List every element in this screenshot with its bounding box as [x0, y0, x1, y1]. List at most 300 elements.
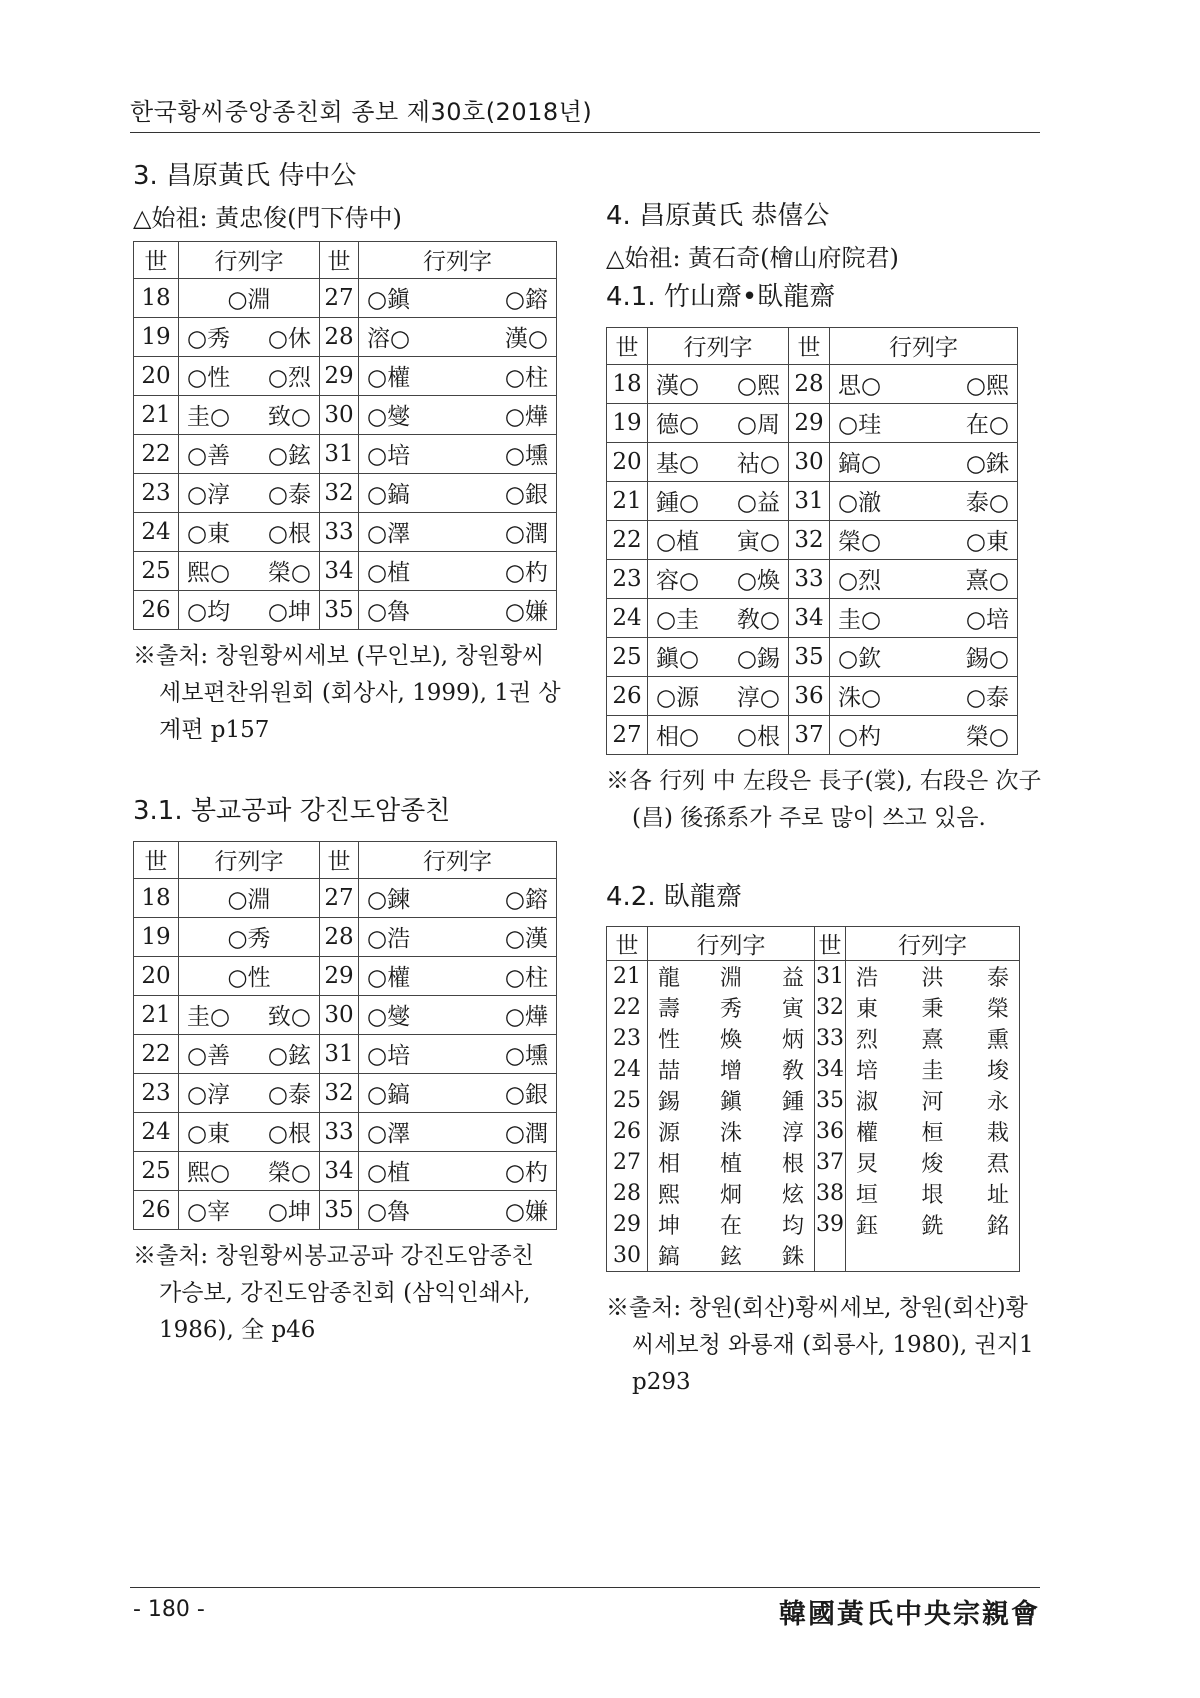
- char-entry: 鎭○: [656, 646, 700, 673]
- generation-number: 36: [815, 1116, 846, 1147]
- table-row: [607, 1085, 1020, 1116]
- char-entry: 鎭: [719, 1090, 742, 1116]
- table-row: [134, 512, 557, 551]
- char-entry: ○培: [965, 607, 1009, 634]
- generation-chars: [359, 551, 557, 590]
- char-entry: ○坤: [267, 1199, 311, 1226]
- char-entry: ○東: [187, 521, 231, 548]
- section-3-1-source-note: ※출처: 창원황씨봉교공파 강진도암종친 가승보, 강진도암종친회 (삼익인쇄사, 1986), 全 p46: [133, 1242, 534, 1343]
- col-gen: 世: [607, 327, 648, 364]
- generation-number: 22: [607, 520, 648, 559]
- table-header-row: [134, 841, 557, 878]
- generation-chars: [359, 1112, 557, 1151]
- generation-number: 32: [789, 520, 830, 559]
- generation-number: 28: [320, 317, 359, 356]
- generation-number: 33: [815, 1023, 846, 1054]
- generation-number: 19: [134, 917, 179, 956]
- char-entry: 鈺: [856, 1214, 879, 1240]
- generation-chars: [359, 956, 557, 995]
- generation-chars: [648, 364, 789, 403]
- char-entry: 敎○: [736, 607, 780, 634]
- char-entry: 寅○: [736, 529, 780, 556]
- generation-chars: [359, 995, 557, 1034]
- generation-chars: [179, 1112, 320, 1151]
- page-number: - 180 -: [133, 1597, 205, 1622]
- generation-number: 25: [607, 1085, 648, 1116]
- char-entry: ○性: [187, 365, 231, 392]
- generation-number: 24: [134, 512, 179, 551]
- char-entry: ○善: [187, 443, 231, 470]
- char-entry: ○泰: [267, 1082, 311, 1109]
- table-header-row: [607, 927, 1020, 961]
- generation-chars: [359, 1190, 557, 1229]
- char-entry: 鍾: [781, 1090, 804, 1116]
- generation-chars: [359, 1151, 557, 1190]
- table-row: [607, 1147, 1020, 1178]
- table-row: [134, 434, 557, 473]
- generation-chars: [648, 520, 789, 559]
- char-entry: ○杓: [504, 1160, 548, 1187]
- table-row: [134, 995, 557, 1034]
- char-entry: 龍: [658, 966, 681, 992]
- char-entry: 權: [856, 1121, 879, 1147]
- generation-chars: [830, 520, 1018, 559]
- generation-chars: [648, 961, 815, 993]
- generation-number: 29: [320, 956, 359, 995]
- generation-chars: [830, 637, 1018, 676]
- char-entry: ○欽: [838, 646, 882, 673]
- generation-chars: [846, 1116, 1020, 1147]
- generation-chars: [830, 403, 1018, 442]
- generation-number: 21: [134, 395, 179, 434]
- char-entry: ○鉉: [267, 1043, 311, 1070]
- char-entry: 榮: [986, 997, 1009, 1023]
- char-entry: 致○: [267, 404, 311, 431]
- generation-number: 31: [320, 1034, 359, 1073]
- char-entry: ○東: [965, 529, 1009, 556]
- char-entry: ○鎭: [367, 287, 411, 314]
- char-entry: ○嫌: [504, 599, 548, 626]
- char-entry: ○熙: [965, 373, 1009, 400]
- char-entry: ○潤: [504, 1121, 548, 1148]
- generation-number: 33: [320, 1112, 359, 1151]
- char-entry: ○植: [656, 529, 700, 556]
- table-row: [607, 1209, 1020, 1240]
- table-header-row: [134, 241, 557, 278]
- table-row: [607, 442, 1018, 481]
- char-entry: 熙○: [187, 1160, 231, 1187]
- generation-number: 30: [607, 1240, 648, 1272]
- char-entry: ○鉉: [267, 443, 311, 470]
- char-entry: 在○: [965, 412, 1009, 439]
- char-entry: ○澈: [838, 490, 882, 517]
- char-entry: 圭○: [187, 404, 231, 431]
- generation-chars: [648, 481, 789, 520]
- table-row: [607, 598, 1018, 637]
- char-entry: 熙: [658, 1183, 681, 1209]
- char-entry: 榮○: [267, 560, 311, 587]
- generation-chars: [179, 878, 320, 917]
- char-entry: 圭: [921, 1059, 944, 1085]
- char-entry: 錫: [658, 1090, 681, 1116]
- table-row: [607, 403, 1018, 442]
- generation-number: 29: [789, 403, 830, 442]
- col-chars: 行列字: [179, 841, 320, 878]
- char-entry: ○燁: [504, 404, 548, 431]
- table-row: [607, 559, 1018, 598]
- generation-number: 31: [320, 434, 359, 473]
- char-entry: 烈: [856, 1028, 879, 1054]
- col-gen: 世: [815, 927, 846, 961]
- char-entry: ○魯: [367, 1199, 411, 1226]
- char-entry: ○銀: [504, 482, 548, 509]
- generation-chars: [179, 278, 320, 317]
- char-entry: ○淳: [187, 482, 231, 509]
- generation-number: 18: [134, 878, 179, 917]
- generation-chars: [179, 356, 320, 395]
- char-entry: 炳: [781, 1028, 804, 1054]
- table-row: [134, 551, 557, 590]
- char-entry: ○東: [187, 1121, 231, 1148]
- generation-number: 28: [789, 364, 830, 403]
- generation-number: 20: [607, 442, 648, 481]
- char-entry: 鍾○: [656, 490, 700, 517]
- char-entry: ○善: [187, 1043, 231, 1070]
- col-gen: 世: [607, 927, 648, 961]
- char-entry: ○培: [367, 443, 411, 470]
- char-entry: 泰: [986, 966, 1009, 992]
- char-entry: ○澤: [367, 1121, 411, 1148]
- char-entry: 永: [986, 1090, 1009, 1116]
- char-entry: 均: [781, 1214, 804, 1240]
- generation-chars: [179, 956, 320, 995]
- generation-number: 28: [607, 1178, 648, 1209]
- table-row: [607, 1240, 1020, 1272]
- char-entry: 敎: [781, 1059, 804, 1085]
- generation-number: 23: [607, 559, 648, 598]
- header-rule: [130, 132, 1040, 133]
- generation-chars: [359, 512, 557, 551]
- table-row: [607, 1054, 1020, 1085]
- char-entry: 圭○: [187, 1004, 231, 1031]
- generation-chars: [648, 1116, 815, 1147]
- char-entry: 相: [658, 1152, 681, 1178]
- generation-chars: [648, 1178, 815, 1209]
- generation-chars: [846, 992, 1020, 1023]
- char-entry: 容○: [656, 568, 700, 595]
- generation-number: 35: [815, 1085, 846, 1116]
- table-row: [607, 992, 1020, 1023]
- char-entry: ○權: [367, 965, 411, 992]
- char-entry: ○均: [187, 599, 231, 626]
- table-header-row: [607, 327, 1018, 364]
- char-entry: 銘: [986, 1214, 1009, 1240]
- char-entry: ○性: [227, 965, 271, 992]
- col-gen: 世: [320, 241, 359, 278]
- generation-chars: [648, 403, 789, 442]
- char-entry: ○淵: [227, 887, 271, 914]
- char-entry: 錫○: [965, 646, 1009, 673]
- char-entry: 源: [658, 1121, 681, 1147]
- table-row: [134, 317, 557, 356]
- generation-number: 37: [815, 1147, 846, 1178]
- char-entry: ○鎔: [504, 887, 548, 914]
- generation-number: 18: [134, 278, 179, 317]
- generation-chars: [179, 1151, 320, 1190]
- generation-number: 33: [320, 512, 359, 551]
- generation-chars: [846, 1023, 1020, 1054]
- char-entry: ○益: [736, 490, 780, 517]
- section-3-1-title: 3.1. 봉교공파 강진도암종친: [133, 795, 451, 826]
- generation-chars: [648, 559, 789, 598]
- table-3-1: [133, 841, 557, 1230]
- generation-chars: [179, 995, 320, 1034]
- char-entry: 鎬: [658, 1245, 681, 1271]
- char-entry: 熙○: [187, 560, 231, 587]
- generation-chars: [359, 1034, 557, 1073]
- generation-chars: [359, 590, 557, 629]
- generation-chars: [359, 473, 557, 512]
- generation-chars: [846, 1085, 1020, 1116]
- char-entry: ○宰: [187, 1199, 231, 1226]
- char-entry: ○潤: [504, 521, 548, 548]
- char-entry: 溶○: [367, 326, 411, 353]
- table-row: [134, 278, 557, 317]
- table-row: [607, 1178, 1020, 1209]
- table-row: [607, 715, 1018, 754]
- char-entry: ○秀: [187, 326, 231, 353]
- char-entry: ○根: [736, 724, 780, 751]
- generation-chars: [359, 395, 557, 434]
- char-entry: 垣: [856, 1183, 879, 1209]
- char-entry: 栽: [986, 1121, 1009, 1147]
- char-entry: 基○: [656, 451, 700, 478]
- char-entry: 淳○: [736, 685, 780, 712]
- table-row: [134, 590, 557, 629]
- char-entry: ○煥: [736, 568, 780, 595]
- generation-number: 26: [134, 590, 179, 629]
- col-chars: 行列字: [359, 241, 557, 278]
- char-entry: ○銖: [965, 451, 1009, 478]
- char-entry: 銑: [921, 1214, 944, 1240]
- char-entry: ○銀: [504, 1082, 548, 1109]
- generation-chars: [179, 317, 320, 356]
- generation-number: 38: [815, 1178, 846, 1209]
- generation-chars: [648, 442, 789, 481]
- char-entry: 培: [856, 1059, 879, 1085]
- generation-number: 21: [134, 995, 179, 1034]
- char-entry: 桓: [921, 1121, 944, 1147]
- generation-chars: [830, 598, 1018, 637]
- generation-number: 35: [320, 590, 359, 629]
- generation-number: 25: [134, 1151, 179, 1190]
- table-row: [607, 1023, 1020, 1054]
- generation-number: 27: [320, 278, 359, 317]
- generation-number: 30: [320, 395, 359, 434]
- generation-number: 24: [134, 1112, 179, 1151]
- generation-chars: [648, 637, 789, 676]
- generation-chars: [359, 878, 557, 917]
- table-row: [607, 481, 1018, 520]
- generation-chars: [846, 1147, 1020, 1178]
- generation-chars: [648, 1240, 815, 1272]
- char-entry: ○鎬: [367, 1082, 411, 1109]
- char-entry: 淵: [719, 966, 742, 992]
- section-3-source-note: ※출처: 창원황씨세보 (무인보), 창원황씨세보편찬위원회 (회상사, 1999), 1권 상계편 p157: [133, 642, 561, 743]
- col-gen: 世: [789, 327, 830, 364]
- generation-number: [815, 1240, 846, 1272]
- char-entry: ○燮: [367, 404, 411, 431]
- generation-chars: [359, 356, 557, 395]
- char-entry: ○鎬: [367, 482, 411, 509]
- section-4-title: 4. 昌原黃氏 恭僖公: [606, 201, 830, 231]
- generation-chars: [359, 278, 557, 317]
- generation-chars: [179, 434, 320, 473]
- char-entry: 炅: [856, 1152, 879, 1178]
- generation-chars: [179, 1073, 320, 1112]
- char-entry: ○烈: [838, 568, 882, 595]
- char-entry: ○根: [267, 1121, 311, 1148]
- table-3: [133, 241, 557, 630]
- char-entry: 榮○: [838, 529, 882, 556]
- char-entry: 址: [986, 1183, 1009, 1209]
- generation-chars: [648, 1209, 815, 1240]
- generation-number: 23: [134, 1073, 179, 1112]
- generation-chars: [830, 481, 1018, 520]
- char-entry: ○浩: [367, 926, 411, 953]
- char-entry: ○漢: [504, 926, 548, 953]
- col-chars: 行列字: [846, 927, 1020, 961]
- char-entry: 榮○: [965, 724, 1009, 751]
- generation-chars: [359, 1073, 557, 1112]
- generation-number: 34: [789, 598, 830, 637]
- generation-number: 24: [607, 1054, 648, 1085]
- footer-logo-text: 韓國黃氏中央宗親會: [779, 1599, 1040, 1630]
- table-row: [134, 956, 557, 995]
- col-chars: 行列字: [648, 327, 789, 364]
- generation-chars: [846, 961, 1020, 993]
- char-entry: ○坤: [267, 599, 311, 626]
- char-entry: 炫: [781, 1183, 804, 1209]
- generation-number: 21: [607, 481, 648, 520]
- generation-number: 37: [789, 715, 830, 754]
- char-entry: 泰○: [965, 490, 1009, 517]
- col-chars: 行列字: [179, 241, 320, 278]
- char-entry: 根: [781, 1152, 804, 1178]
- generation-chars: [179, 917, 320, 956]
- generation-number: 31: [789, 481, 830, 520]
- char-entry: ○燁: [504, 1004, 548, 1031]
- table-4-2: [606, 926, 1020, 1272]
- char-entry: ○錫: [736, 646, 780, 673]
- col-chars: 行列字: [830, 327, 1018, 364]
- char-entry: 洙○: [838, 685, 882, 712]
- generation-chars: [648, 1147, 815, 1178]
- generation-chars: [830, 442, 1018, 481]
- char-entry: ○泰: [267, 482, 311, 509]
- generation-number: 21: [607, 961, 648, 993]
- generation-number: 20: [134, 956, 179, 995]
- section-4-founder: △始祖: 黃石奇(檜山府院君): [606, 243, 899, 272]
- char-entry: 坤: [658, 1214, 681, 1240]
- generation-number: 31: [815, 961, 846, 993]
- table-row: [134, 878, 557, 917]
- col-gen: 世: [134, 841, 179, 878]
- table-row: [134, 1112, 557, 1151]
- char-entry: 熹○: [965, 568, 1009, 595]
- table-row: [607, 637, 1018, 676]
- generation-chars: [179, 1190, 320, 1229]
- char-entry: 焄: [986, 1152, 1009, 1178]
- generation-number: 29: [320, 356, 359, 395]
- char-entry: 在: [719, 1214, 742, 1240]
- generation-chars: [846, 1178, 1020, 1209]
- generation-number: 35: [789, 637, 830, 676]
- table-4-1: [606, 327, 1018, 755]
- generation-number: 27: [320, 878, 359, 917]
- table-row: [607, 520, 1018, 559]
- generation-chars: [648, 598, 789, 637]
- generation-chars: [179, 395, 320, 434]
- char-entry: ○周: [736, 412, 780, 439]
- generation-number: 34: [815, 1054, 846, 1085]
- char-entry: ○澤: [367, 521, 411, 548]
- char-entry: 秀: [719, 997, 742, 1023]
- table-row: [607, 364, 1018, 403]
- col-chars: 行列字: [648, 927, 815, 961]
- generation-number: 25: [134, 551, 179, 590]
- generation-chars: [830, 559, 1018, 598]
- generation-number: 32: [320, 1073, 359, 1112]
- generation-number: 27: [607, 1147, 648, 1178]
- char-entry: 寅: [781, 997, 804, 1023]
- generation-chars: [179, 512, 320, 551]
- char-entry: ○熙: [736, 373, 780, 400]
- char-entry: 壽: [658, 997, 681, 1023]
- table-row: [134, 356, 557, 395]
- generation-number: 27: [607, 715, 648, 754]
- char-entry: 浩: [856, 966, 879, 992]
- char-entry: 祜○: [736, 451, 780, 478]
- char-entry: 增: [719, 1059, 742, 1085]
- generation-number: 26: [607, 676, 648, 715]
- char-entry: 益: [781, 966, 804, 992]
- generation-chars: [846, 1054, 1020, 1085]
- generation-number: 32: [320, 473, 359, 512]
- char-entry: 埈: [986, 1059, 1009, 1085]
- generation-number: 22: [607, 992, 648, 1023]
- char-entry: ○珪: [838, 412, 882, 439]
- char-entry: 洙: [719, 1121, 742, 1147]
- char-entry: 洪: [921, 966, 944, 992]
- table-row: [134, 395, 557, 434]
- char-entry: 植: [719, 1152, 742, 1178]
- generation-number: 30: [320, 995, 359, 1034]
- generation-number: 28: [320, 917, 359, 956]
- generation-number: 26: [134, 1190, 179, 1229]
- char-entry: 圭○: [838, 607, 882, 634]
- char-entry: 榮○: [267, 1160, 311, 1187]
- generation-chars: [359, 434, 557, 473]
- table-row: [607, 1116, 1020, 1147]
- char-entry: 熏: [986, 1028, 1009, 1054]
- generation-number: 36: [789, 676, 830, 715]
- col-gen: 世: [134, 241, 179, 278]
- char-entry: ○魯: [367, 599, 411, 626]
- generation-number: 34: [320, 551, 359, 590]
- footer-rule: [130, 1587, 1040, 1588]
- char-entry: ○壎: [504, 1043, 548, 1070]
